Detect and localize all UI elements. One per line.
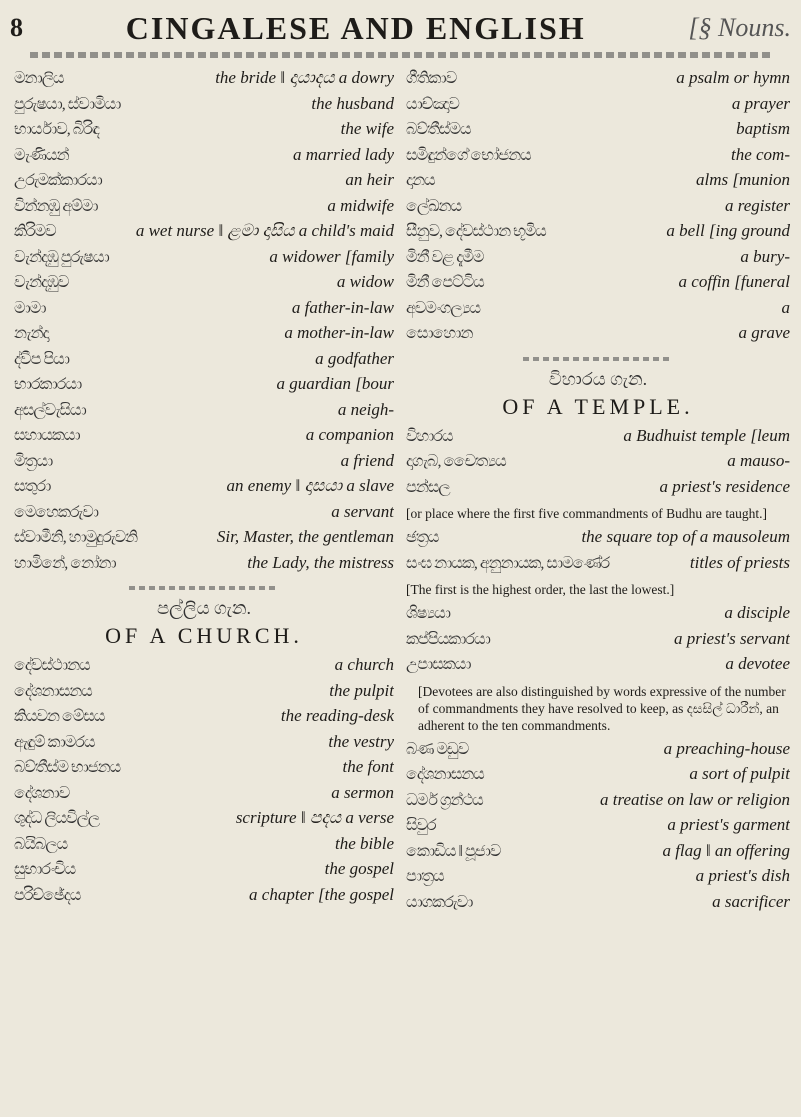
english-term: a wet nurse ‖ ළමා දාසිය a child's maid [135, 221, 394, 240]
vocab-entry [14, 757, 394, 783]
english-term: baptism [736, 119, 790, 138]
sinhala-term: සතුරා [14, 478, 51, 495]
sinhala-term: බව්තීස්මය [406, 121, 471, 138]
sinhala-term: මිනී වළ දැමීම [406, 248, 484, 266]
temple-note-3: [Devotees are also distinguished by words expressive of the number of commandments they have resolved to keep, as දසසිල් ධාරීන්, an adherent to the ten commandments. [418, 683, 786, 733]
vocab-entry [14, 272, 394, 298]
english-term: a register [724, 195, 790, 215]
english-term: a grave [738, 323, 790, 342]
sinhala-term: බණ මඩුව [406, 740, 469, 758]
sinhala-term: දේවස්ථානය [14, 657, 90, 674]
sinhala-term: වින්නඹු අම්මා [14, 197, 98, 215]
english-term: a priest's dish [695, 866, 790, 885]
english-term: the square top of a mausoleum [581, 527, 790, 546]
sinhala-term: ඡත්‍රය [406, 529, 439, 546]
sinhala-term: භාරකාරයා [14, 376, 82, 393]
vocab-entry [14, 553, 394, 579]
english-term: a devotee [725, 654, 790, 673]
church-title-english: OF A CHURCH. [105, 623, 303, 648]
vocab-entry [14, 374, 394, 400]
sinhala-term: කිරිමව [14, 223, 56, 240]
sinhala-term: උපාසකයා [406, 656, 471, 673]
vocab-entry [406, 170, 790, 196]
vocab-entry [14, 298, 394, 324]
section-ornament [523, 357, 673, 361]
sinhala-term: යාගකරුවා [406, 893, 473, 911]
sinhala-term: පාත්‍රය [406, 868, 444, 885]
english-term: a [781, 297, 790, 317]
sinhala-term: සීනුව, දේවස්ථාන භූමිය [406, 223, 546, 240]
sinhala-term: ශිෂ්‍යයා [406, 605, 450, 622]
sinhala-term: උරුමක්කාරයා [14, 172, 102, 189]
church-title-sinhala: පල්ලිය ගැන. [156, 598, 252, 618]
sinhala-term: අවමංගල්‍යය [406, 299, 481, 317]
vocab-entry [14, 145, 394, 171]
vocab-entry [14, 94, 394, 120]
sinhala-term: ලේඛනය [406, 197, 462, 215]
english-term: a married lady [292, 144, 394, 164]
vocab-entry [406, 790, 790, 816]
sinhala-term: මැණියන් [14, 146, 69, 164]
sinhala-term: වැන්දඹු පුරුෂයා [14, 248, 109, 266]
vocab-entry [14, 502, 394, 528]
vocab-entry [406, 94, 790, 120]
english-term: a disciple [724, 603, 790, 622]
english-term: a coffin [funeral [678, 272, 790, 291]
sinhala-term: අසල්වැසියා [14, 401, 86, 419]
sinhala-term: ධර්ම ග්‍රන්ථය [406, 791, 483, 809]
vocab-entry [406, 68, 790, 94]
vocab-entry [14, 859, 394, 885]
vocab-entry [406, 553, 790, 579]
english-term: the Lady, the mistress [247, 552, 394, 572]
english-term: the pulpit [329, 680, 394, 700]
english-term: the font [342, 757, 394, 776]
sinhala-term: සිවුර [406, 817, 436, 834]
sinhala-term: පුරුෂයා, ස්වාමියා [14, 95, 121, 113]
temple-title-sinhala: විහාරය ගැන. [548, 368, 648, 389]
sinhala-term: මිනී පෙට්ටිය [406, 274, 484, 291]
vocab-entry [406, 815, 790, 841]
section-label: [§ Nouns. [688, 13, 791, 42]
english-term: the husband [311, 93, 394, 113]
church-section-heading [14, 586, 394, 649]
sinhala-term: මෙහෙකරුවා [14, 503, 99, 521]
english-term: a flag ‖ an offering [662, 840, 790, 860]
english-term: a chapter [the gospel [249, 884, 394, 904]
english-term: a preaching-house [663, 738, 790, 758]
english-term: Sir, Master, the gentleman [216, 527, 394, 546]
vocab-entry [406, 272, 790, 298]
sinhala-term: දාගැබ, චෛත්‍යය [406, 453, 506, 470]
vocab-entry [14, 655, 394, 681]
vocab-entry [406, 247, 790, 273]
vocab-entry [14, 476, 394, 502]
sinhala-term: ඇඳුම් කාමරය [14, 733, 95, 751]
vocab-entry [14, 221, 394, 247]
vocab-entry [14, 681, 394, 707]
sinhala-term: කප්පියකාරයා [406, 630, 490, 648]
english-term: a midwife [327, 195, 394, 215]
english-term: a Budhuist temple [leum [623, 425, 790, 445]
sinhala-term: කියවන මේසය [14, 708, 105, 725]
sinhala-term: මාමා [14, 299, 46, 317]
page-header [10, 6, 791, 50]
english-term: a priest's garment [667, 815, 790, 834]
english-term: an enemy ‖ දාසයා a slave [226, 476, 394, 495]
vocab-entry [406, 629, 790, 655]
sinhala-term: භාර්යාව, බිරිඳ [14, 121, 100, 138]
sinhala-term: දේශනාසනය [406, 766, 484, 783]
sinhala-term: කොඩිය ‖ පූජාව [406, 842, 501, 860]
english-term: a priest's servant [673, 628, 790, 648]
vocab-entry [14, 247, 394, 273]
english-term: an heir [345, 170, 394, 189]
english-term: a church [334, 655, 394, 674]
english-term: a guardian [bour [276, 374, 394, 393]
english-term: a mauso- [727, 451, 790, 470]
vocab-entry [406, 892, 790, 918]
vocab-entry [406, 477, 790, 503]
vocab-entry [14, 885, 394, 911]
sinhala-term: පන්සල [406, 478, 450, 496]
temple-note-2: [The first is the highest order, the last the lowest.] [406, 582, 675, 597]
english-term: a servant [331, 501, 394, 521]
english-term: a godfather [315, 348, 394, 368]
english-term: the gospel [324, 859, 394, 878]
sinhala-term: වැන්දඹුව [14, 274, 69, 291]
vocab-entry [406, 527, 790, 553]
sinhala-term: යාච්ඤාව [406, 95, 459, 113]
sinhala-term: ගීතිකාව [406, 70, 457, 87]
english-term: a bury- [740, 246, 790, 266]
header-ornament [30, 52, 771, 58]
english-term: a treatise on law or religion [600, 789, 790, 809]
sinhala-term: සංඝ නායක, අනුනායක, සාමණේර [406, 554, 610, 572]
sinhala-term: හාමිනේ, නෝනා [14, 554, 116, 572]
vocab-entry [406, 841, 790, 867]
vocab-entry [406, 298, 790, 324]
vocab-entry [406, 221, 790, 247]
vocab-entry [406, 426, 790, 452]
english-term: a companion [305, 425, 394, 444]
english-term: a sacrificer [712, 891, 790, 911]
vocab-entry [406, 739, 790, 765]
vocab-entry [14, 527, 394, 553]
right-column [406, 68, 790, 917]
vocab-entry [406, 451, 790, 477]
english-term: a prayer [731, 93, 790, 113]
sinhala-term: සුභාරංචිය [14, 861, 76, 878]
english-term: the com- [730, 144, 790, 164]
page-number: 8 [10, 13, 23, 42]
english-term: the reading-desk [280, 706, 394, 725]
english-term: a mother-in-law [284, 323, 394, 342]
sinhala-term: ද්වීප පියා [14, 350, 70, 368]
vocab-entry [14, 732, 394, 758]
english-term: a priest's residence [659, 476, 790, 496]
vocab-entry [14, 196, 394, 222]
vocab-entry [14, 425, 394, 451]
vocab-entry [14, 119, 394, 145]
vocab-entry [406, 654, 790, 680]
sinhala-term: නැන්දා [14, 325, 49, 342]
vocab-entry [14, 170, 394, 196]
sinhala-term: සමිඳුන්ගේ භෝජනය [406, 146, 531, 164]
vocab-entry [406, 764, 790, 790]
sinhala-term: දානය [406, 172, 435, 189]
sinhala-term: බයිබලය [14, 835, 68, 853]
sinhala-term: සොහොන [406, 325, 473, 342]
sinhala-term: බව්තීස්ම භාජනය [14, 759, 121, 776]
english-term: a father-in-law [291, 297, 394, 317]
vocab-entry [14, 323, 394, 349]
sinhala-term: පරිච්ඡේදය [14, 886, 81, 904]
sinhala-term: දේශනාසනය [14, 682, 92, 700]
english-term: the wife [340, 119, 394, 138]
english-term: a friend [340, 450, 394, 470]
vocab-entry [14, 400, 394, 426]
english-term: a widow [336, 272, 394, 291]
english-term: scripture ‖ පදය a verse [235, 808, 394, 827]
vocab-entry [14, 706, 394, 732]
english-term: a bell [ing ground [666, 221, 790, 240]
vocab-entry [14, 834, 394, 860]
sinhala-term: දේශනාව [14, 784, 70, 802]
english-term: the bride ‖ දායාදය a dowry [215, 68, 394, 87]
section-ornament [129, 586, 279, 590]
sinhala-term: ශුද්ධ ලියවිල්ල [14, 810, 100, 827]
sinhala-term: මිත්‍රයා [14, 452, 53, 470]
english-term: a psalm or hymn [676, 68, 790, 87]
vocab-entry [14, 349, 394, 375]
sinhala-term: ස්වාමීනි, හාමුදුරුවනි [14, 529, 138, 546]
vocab-entry [14, 783, 394, 809]
vocab-entry [14, 68, 394, 94]
vocab-entry [406, 196, 790, 222]
english-term: a neigh- [337, 399, 394, 419]
english-term: a sort of pulpit [689, 764, 790, 783]
page-title: CINGALESE AND ENGLISH [125, 9, 586, 46]
vocab-entry [406, 603, 790, 629]
english-term: a sermon [331, 782, 394, 802]
english-term: alms [munion [696, 170, 790, 189]
sinhala-term: මනාලිය [14, 70, 64, 87]
vocab-entry [406, 323, 790, 349]
vocab-entry [406, 866, 790, 892]
english-term: the vestry [328, 731, 394, 751]
vocab-entry [14, 808, 394, 834]
vocab-entry [14, 451, 394, 477]
sinhala-term: සහායකයා [14, 427, 80, 444]
english-term: a widower [family [269, 246, 394, 266]
temple-section-heading [406, 357, 790, 420]
temple-note-1: [or place where the first five commandments of Budhu are taught.] [406, 506, 767, 521]
temple-title-english: OF A TEMPLE. [502, 393, 694, 419]
vocab-entry [406, 119, 790, 145]
english-term: titles of priests [689, 552, 790, 572]
english-term: the bible [334, 833, 394, 853]
vocab-entry [406, 145, 790, 171]
left-column [14, 68, 394, 910]
sinhala-term: විහාරය [406, 427, 453, 445]
